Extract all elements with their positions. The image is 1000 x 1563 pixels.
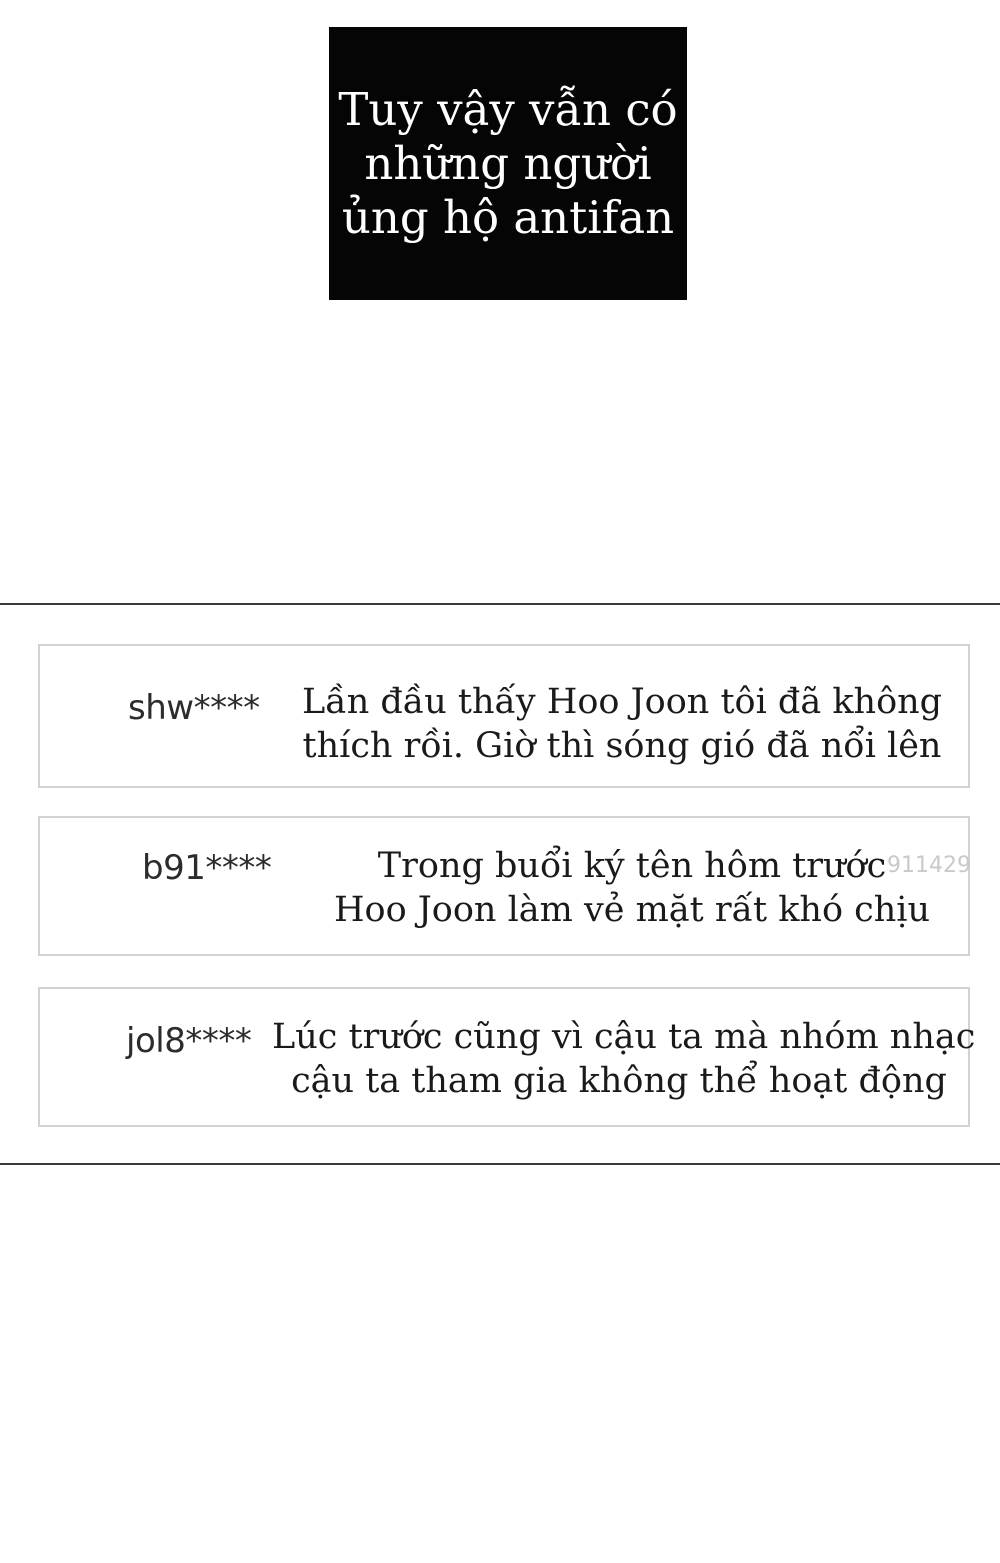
comment-username: jol8**** [126,1021,252,1061]
comment-text [302,680,942,768]
comment-line: Lần đầu thấy Hoo Joon tôi đã không [302,682,943,722]
caption-line: Tuy vậy vẫn có [338,82,678,136]
comment-line: cậu ta tham gia không thể hoạt động [291,1061,947,1101]
comment-card [38,987,976,1127]
bottom-divider [0,1163,1000,1165]
comment-line: Lúc trước cũng vì cậu ta mà nhóm nhạc [272,1017,976,1057]
comment-card [38,644,970,788]
caption-line: những người [364,136,652,190]
narration-caption-box [329,27,687,300]
comment-line: thích rồi. Giờ thì sóng gió đã nổi lên [302,726,942,766]
comment-username: shw**** [128,688,260,728]
comment-card [38,816,970,956]
comment-text [332,844,932,932]
caption-line: ủng hộ antifan [341,190,675,244]
comment-text [272,1015,976,1103]
top-divider [0,603,1000,605]
comment-line: Trong buổi ký tên hôm trước [377,846,887,886]
watermark-text: 911429 [887,853,971,878]
comment-username: b91**** [142,848,272,888]
comment-line: Hoo Joon làm vẻ mặt rất khó chịu [333,890,931,930]
